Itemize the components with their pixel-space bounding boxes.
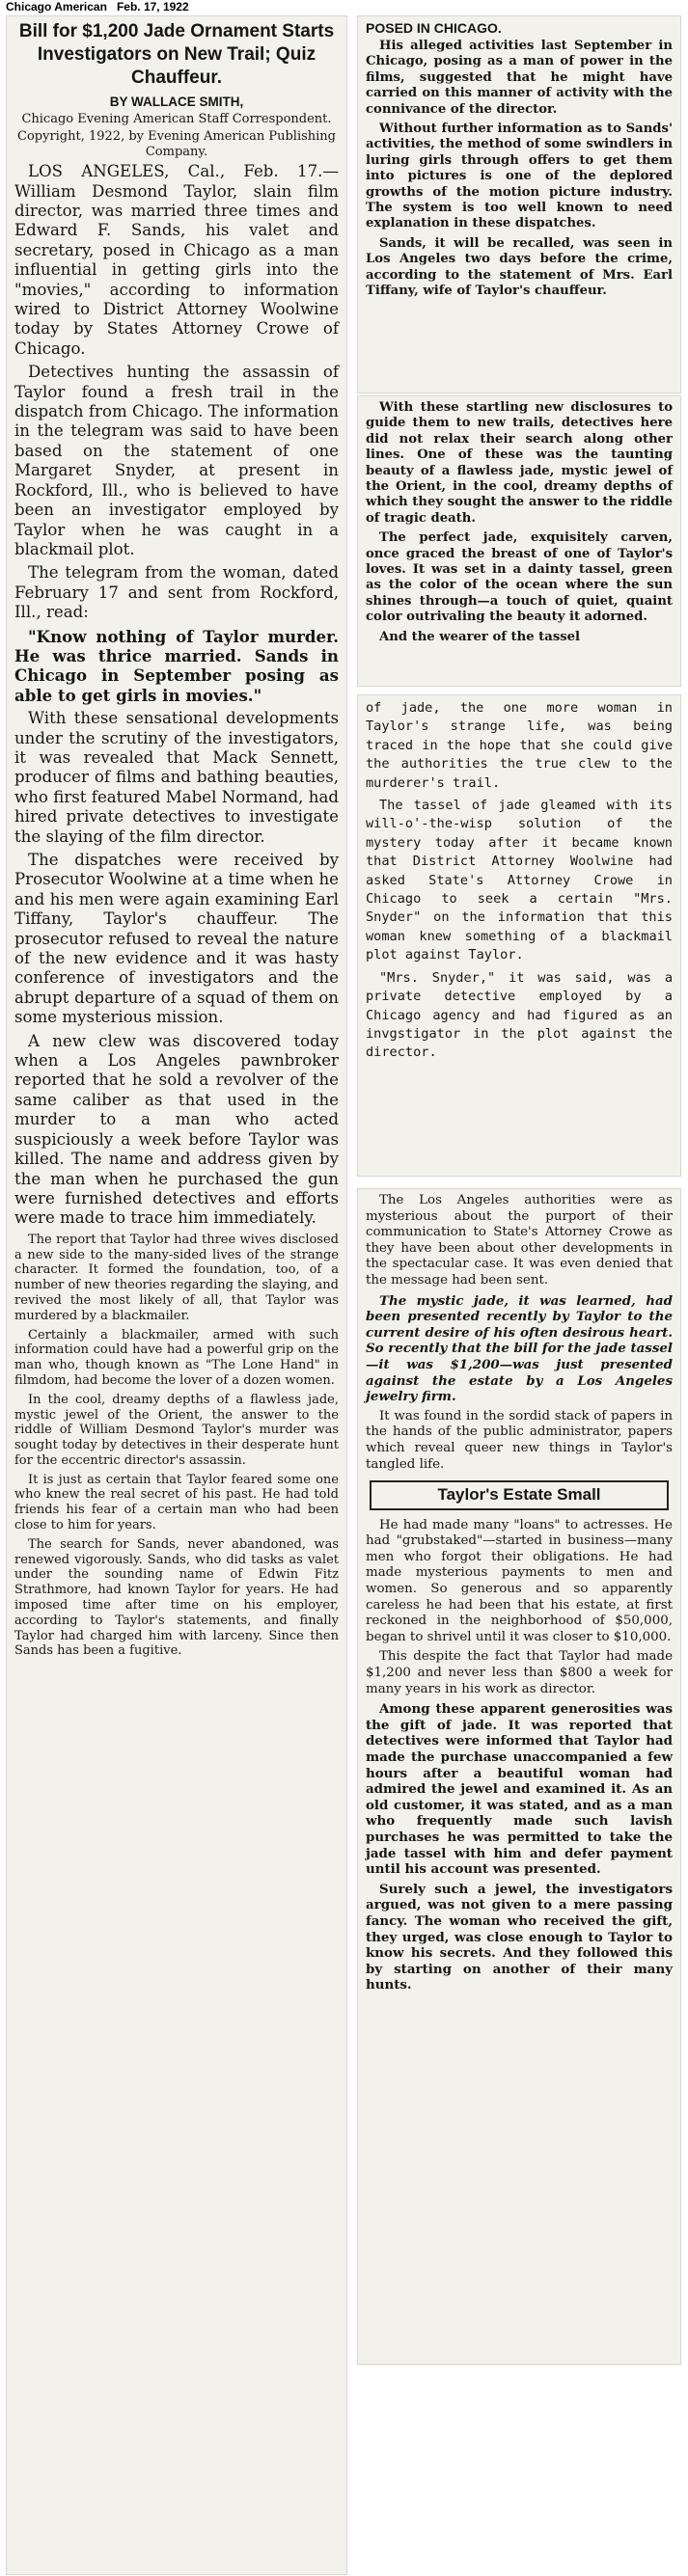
paragraph: "Mrs. Snyder," it was said, was a private detective employed by a Chicago agency and had figured as an invgstigator in the plot against the director. (366, 969, 673, 1061)
paragraph: With these startling new disclosures to guide them to new trails, detectives here did not relax their search along other lines. One of these was the taunting beauty of a flawless jade, mystic jewel of the Orient, in the cool, dreamy depths of which they sought the answer to the riddle of tragic death. (366, 400, 673, 526)
paragraph: His alleged activities last September in Chicago, posing as a man of power in the films, suggested that he might have carried on this manner of activity with the connivance of the director. (366, 39, 673, 117)
article-column-2c (357, 694, 681, 1177)
headline: Bill for $1,200 Jade Ornament Starts Investigators on New Trail; Quiz Chauffeur. (18, 21, 335, 88)
paragraph: "Know nothing of Taylor murder. He was thrice married. Sands in Chicago in September posing as able to get girls in movies." (14, 626, 339, 705)
paragraph: Surely such a jewel, the investigators argued, was not given to a mere passing fancy. The woman who received the gift, they urged, was close enough to Taylor to know his secrets. And they followed this by starting on another of their many hunts. (366, 1881, 673, 1993)
paragraph: The report that Taylor had three wives disclosed a new side to the many-sided lives of the strange character. It formed the foundation, too, of a number of new theories regarding the slaying, and revived the most likely of all, that Taylor was murdered by a blackmailer. (14, 1232, 339, 1323)
section-title: POSED IN CHICAGO. (366, 20, 502, 36)
paragraph: This despite the fact that Taylor had made $1,200 and never less than $800 a week for many years in his work as director. (366, 1649, 673, 1696)
copyright-line: Copyright, 1922, by Evening American Publishing Company. (17, 129, 336, 160)
newspaper-name: Chicago American (6, 0, 107, 14)
article-column-1 (6, 15, 347, 2575)
article-column-2b (357, 395, 681, 687)
clipping-date: Feb. 17, 1922 (116, 0, 189, 14)
byline: BY WALLACE SMITH, (109, 95, 244, 109)
estate-subheading: Taylor's Estate Small (370, 1480, 669, 1510)
article-column-2d (357, 1188, 681, 2365)
paragraph: The tassel of jade gleamed with its will-o'-the-wisp solution of the mystery today after it became known that District Attorney Woolwine had asked State's Attorney Crowe in Chicago to seek a certain "Mrs. Snyder" on the information that this woman knew something of a blackmail plot against Taylor. (366, 798, 673, 963)
paragraph: LOS ANGELES, Cal., Feb. 17.—William Desmond Taylor, slain film director, was married three times and Edward F. Sands, his valet and secretary, posed in Chicago as a man influential in getting girls into the "movies," according to information wired to District Attorney Woolwine today by States Attorney Crowe of Chicago. (14, 162, 339, 358)
paragraph: The search for Sands, never abandoned, was renewed vigorously. Sands, who did tasks as valet under the sounding name of Edwin Fitz Strathmore, had known Taylor for years. He had imposed time after time on his employer, according to Taylor's statements, and finally Taylor had charged him with larceny. Since then Sands has been a fugitive. (14, 1536, 339, 1659)
paragraph: And the wearer of the tassel (379, 629, 581, 644)
paragraph: It was found in the sordid stack of papers in the hands of the public administrator, papers which reveal queer new things in Taylor's tangled life. (366, 1408, 673, 1472)
paragraph: In the cool, dreamy depths of a flawless jade, mystic jewel of the Orient, the answer to the riddle of William Desmond Taylor's murder was sought today by detectives in their desperate hunt for the eccentric director's assassin. (14, 1392, 339, 1468)
credit-line: Chicago Evening American Staff Correspondent. (21, 112, 332, 127)
paragraph: The telegram from the woman, dated February 17 and sent from Rockford, Ill., read: (14, 563, 339, 622)
clipping-header (6, 0, 189, 14)
paragraph: With these sensational developments under the scrutiny of the investigators, it was revealed that Mack Sennett, producer of films and bathing beauties, who first featured Mabel Normand, had hired private detectives to investigate the slaying of the film director. (14, 709, 339, 846)
paragraph: The mystic jade, it was learned, had been presented recently by Taylor to the current desire of his often desirous heart. So recently that the bill for the jade tassel—it was $1,200—was just presented against the estate by a Los Angeles jewelry firm. (366, 1292, 673, 1405)
paragraph: The perfect jade, exquisitely carven, once graced the breast of one of Taylor's loves. It was set in a dainty tassel, green as the color of the ocean where the sun shines through—a touch of quiet, quaint color outrivaling the beauty it adorned. (366, 530, 673, 625)
paragraph: Detectives hunting the assassin of Taylor found a fresh trail in the dispatch from Chicago. The information in the telegram was said to have been based on the statement of one Margaret Snyder, at present in Rockford, Ill., who is believed to have been an investigator employed by Taylor when he was caught in a blackmail plot. (14, 363, 339, 558)
paragraph: Among these apparent generosities was the gift of jade. It was reported that detectives were informed that Taylor had made the purchase unaccompanied a few hours after a beautiful woman had admired the jewel and examined it. As an old customer, it was stated, and as a man who frequently made such lavish purchases he was permitted to take the jade tassel with him and defer payment until his account was presented. (366, 1701, 673, 1878)
paragraph: A new clew was discovered today when a Los Angeles pawnbroker reported that he sold a revolver of the same caliber as that used in the murder to a man who acted suspiciously a week before Taylor was killed. The name and address given by the man when he purchased the gun were furnished detectives and efforts were made to trace him immediately. (14, 1031, 339, 1228)
paragraph: The dispatches were received by Prosecutor Woolwine at a time when he and his men were again examining Earl Tiffany, Taylor's chauffeur. The prosecutor refused to reveal the nature of the new evidence and it was hasty conference of investigators and the abrupt departure of a squad of them on some mysterious mission. (14, 851, 339, 1027)
paragraph: It is just as certain that Taylor feared some one who knew the real secret of his past. He had told friends his fear of a certain man who had been close to him for years. (14, 1472, 339, 1533)
paragraph: Without further information as to Sands' activities, the method of some swindlers in luring girls through offers to get them into pictures is one of the deplored growths of the motion picture industry. The system is too well known to need explanation in these dispatches. (366, 122, 673, 231)
paragraph: Certainly a blackmailer, armed with such information could have had a powerful grip on the man who, though known as "The Lone Hand" in filmdom, had become the lover of a dozen women. (14, 1327, 339, 1388)
paragraph: of jade, the one more woman in Taylor's strange life, was being traced in the hope that she could give the authorities the true clew to the murderer's trail. (366, 700, 673, 791)
paragraph: He had made many "loans" to actresses. He had "grubstaked"—started in business—many men who forgot their obligations. He had made mysterious payments to men and women. So generous and so apparently careless he had been that his estate, at first reckoned in the neighborhood of $50,000, began to shrivel until it was closer to $10,000. (366, 1517, 673, 1644)
article-column-2a (357, 15, 681, 393)
paragraph: The Los Angeles authorities were as mysterious about the purport of their communication to State's Attorney Crowe as they have been about other developments in the spectacular case. It was even denied that the message had been sent. (366, 1193, 673, 1288)
paragraph: Sands, it will be recalled, was seen in Los Angeles two days before the crime, according to the statement of Mrs. Earl Tiffany, wife of Taylor's chauffeur. (366, 235, 673, 299)
